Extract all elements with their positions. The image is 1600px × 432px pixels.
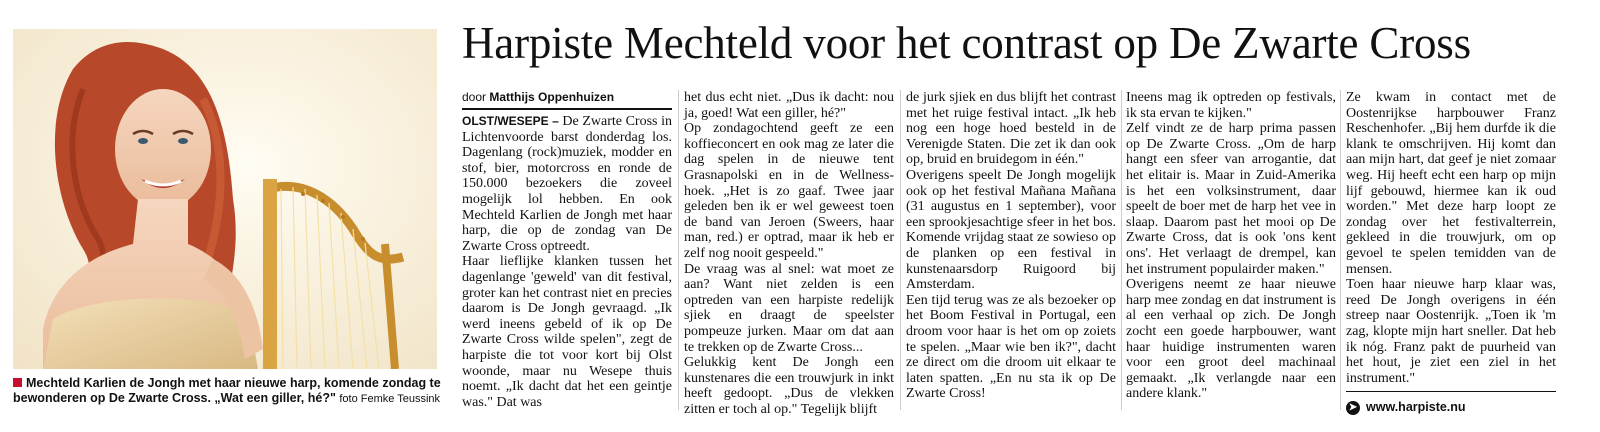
- paragraph: Ze kwam in contact met de Oostenrijkse harpbouwer Franz Reschenhofer. „Bij hem durfde ik die klank te omschrijven. Hij komt dan aan mijn hart, dat geef je niet zomaar weg. Hij heeft echt een harp op mijn lijf gebouwd, hiermee kan ik oud worden." Met deze harp loopt ze zondag over het festivalterrein, gekleed in die trouwjurk, om op gevoel te spelen temidden van de mensen.: [1346, 90, 1556, 277]
- article-column-2: [684, 90, 894, 417]
- column-divider: [1121, 90, 1122, 410]
- paragraph: Gelukkig kent De Jongh een kunstenares die een trouwjurk in inkt heeft gedoopt. „Dus de vlekken zitten er toch al op." Tegelijk blijft: [684, 355, 894, 417]
- byline-author: Matthijs Oppenhuizen: [489, 90, 615, 104]
- byline: [462, 90, 672, 110]
- article-column-3: [906, 90, 1116, 402]
- column-divider: [1340, 90, 1341, 410]
- website-link[interactable]: [1346, 400, 1556, 416]
- caption-marker-icon: [13, 378, 22, 387]
- paragraph: Zelf vindt ze de harp prima passen op De Zwarte Cross. „Om de harp hangt een sfeer van arrogantie, dat het elitair is. Maar in Zuid-Amerika is het een volksinstrument, daar speelt de boer met de harp het vee in slaap. Daarom past het mooi op De Zwarte Cross, dat is ook 'ons kent ons'. Het verlaagt de drempel, kan het instrument populairder maken.": [1126, 121, 1336, 277]
- harpist-photo: [13, 29, 437, 369]
- paragraph: het dus echt niet. „Dus ik dacht: nou ja, goed! Wat een giller, hé?": [684, 90, 894, 121]
- byline-prefix: door: [462, 90, 487, 104]
- dateline: OLST/WESEPE –: [462, 114, 559, 128]
- paragraph: OLST/WESEPE – De Zwarte Cross in Lichtenvoorde barst donderdag los. Dagenlang (rock)muziek, modder en stof, bier, motorcross en ronde de 150.000 bezoekers die zoveel mogelijk lol hebben. En ook Mechteld Karlien de Jongh met haar harp, die op de zondag van De Zwarte Cross optreedt.: [462, 114, 672, 254]
- article-column-5: [1346, 90, 1556, 416]
- photo-illustration: [13, 29, 437, 369]
- paragraph: De vraag was al snel: wat moet ze aan? Want niet zelden is een optreden van een harpiste redelijk sjiek en draagt de speelster pompeuze jurken. Maar om dat aan te trekken op de Zwarte Cross...: [684, 261, 894, 355]
- caption-text: Mechteld Karlien de Jongh met haar nieuwe harp, komende zondag te bewonderen op De Zwarte Cross. „Wat een giller, hé?": [13, 376, 441, 405]
- article-headline: Harpiste Mechteld voor het contrast op De Zwarte Cross: [462, 18, 1471, 68]
- end-rule: [1346, 391, 1556, 392]
- article-column-4: [1126, 90, 1336, 402]
- photo-caption: [13, 376, 445, 407]
- paragraph: Overigens speelt De Jongh mogelijk ook op het festival Mañana Mañana (31 augustus en 1 september), voor een sprookjesachtige sfeer in het bos. Komende vrijdag staat ze sowieso op de planken op een festival in kunstenaarsdorp Ruigoord bij Amsterdam.: [906, 167, 1116, 293]
- paragraph: Haar lieflijke klanken tussen het dagenlange 'geweld' van dit festival, groter kan het contrast niet en precies daarom is De Jongh gevraagd. „Ik werd ineens gebeld of ik op De Zwarte Cross wilde spelen", zegt de harpiste die tot voor kort bij Olst woonde, maar nu Wesepe thuis noemt. „Ik dacht dat het een geintje was." Dat was: [462, 254, 672, 410]
- paragraph: Een tijd terug was ze als bezoeker op het Boom Festival in Portugal, een droom voor haar is het om op zoiets te spelen. „Maar wie ben ik?", dacht ze direct om die droom uit elkaar te laten spatten. „En nu sta ik op De Zwarte Cross!: [906, 292, 1116, 402]
- article-column-1: [462, 90, 672, 410]
- paragraph: Overigens neemt ze haar nieuwe harp mee zondag en dat instrument is al een verhaal op zich. De Jongh zocht een goede harpbouwer, want haar huidige instrumenten waren voor een groot deel machinaal gemaakt. „Ik verlangde naar een andere klank.": [1126, 277, 1336, 402]
- column-divider: [678, 90, 679, 410]
- paragraph: de jurk sjiek en dus blijft het contrast met het ruige festival intact. „Ik heb nog een hoge hoed besteld in de Verenigde Staten. Die zet ik dan ook op, bruid en bruidegom in één.": [906, 90, 1116, 168]
- paragraph: Ineens mag ik optreden op festivals, ik sta ervan te kijken.": [1126, 90, 1336, 121]
- paragraph: Toen haar nieuwe harp klaar was, reed De Jongh overigens in één streep naar Oostenrijk. „Toen ik 'm zag, klopte mijn hart sneller. Dat heb ik nóg. Franz pakt de puurheid van het hout, je ziet een ziel in het instrument.": [1346, 277, 1556, 386]
- photo-credit: foto Femke Teussink: [339, 393, 441, 405]
- arrow-right-icon: ➤: [1346, 401, 1360, 415]
- paragraph: Op zondagochtend geeft ze een koffieconcert en ook mag ze later die dag spelen in de nieuwe tent Grasnapolski en in de Wellness-hoek. „Het is zo gaaf. Twee jaar geleden ben ik er wel geweest toen de band van Jeroen (Sweers, haar man, red.) er optrad, maar ik heb er zelf nog nooit gespeeld.": [684, 121, 894, 261]
- column-divider: [900, 90, 901, 410]
- website-link-text[interactable]: www.harpiste.nu: [1366, 400, 1466, 415]
